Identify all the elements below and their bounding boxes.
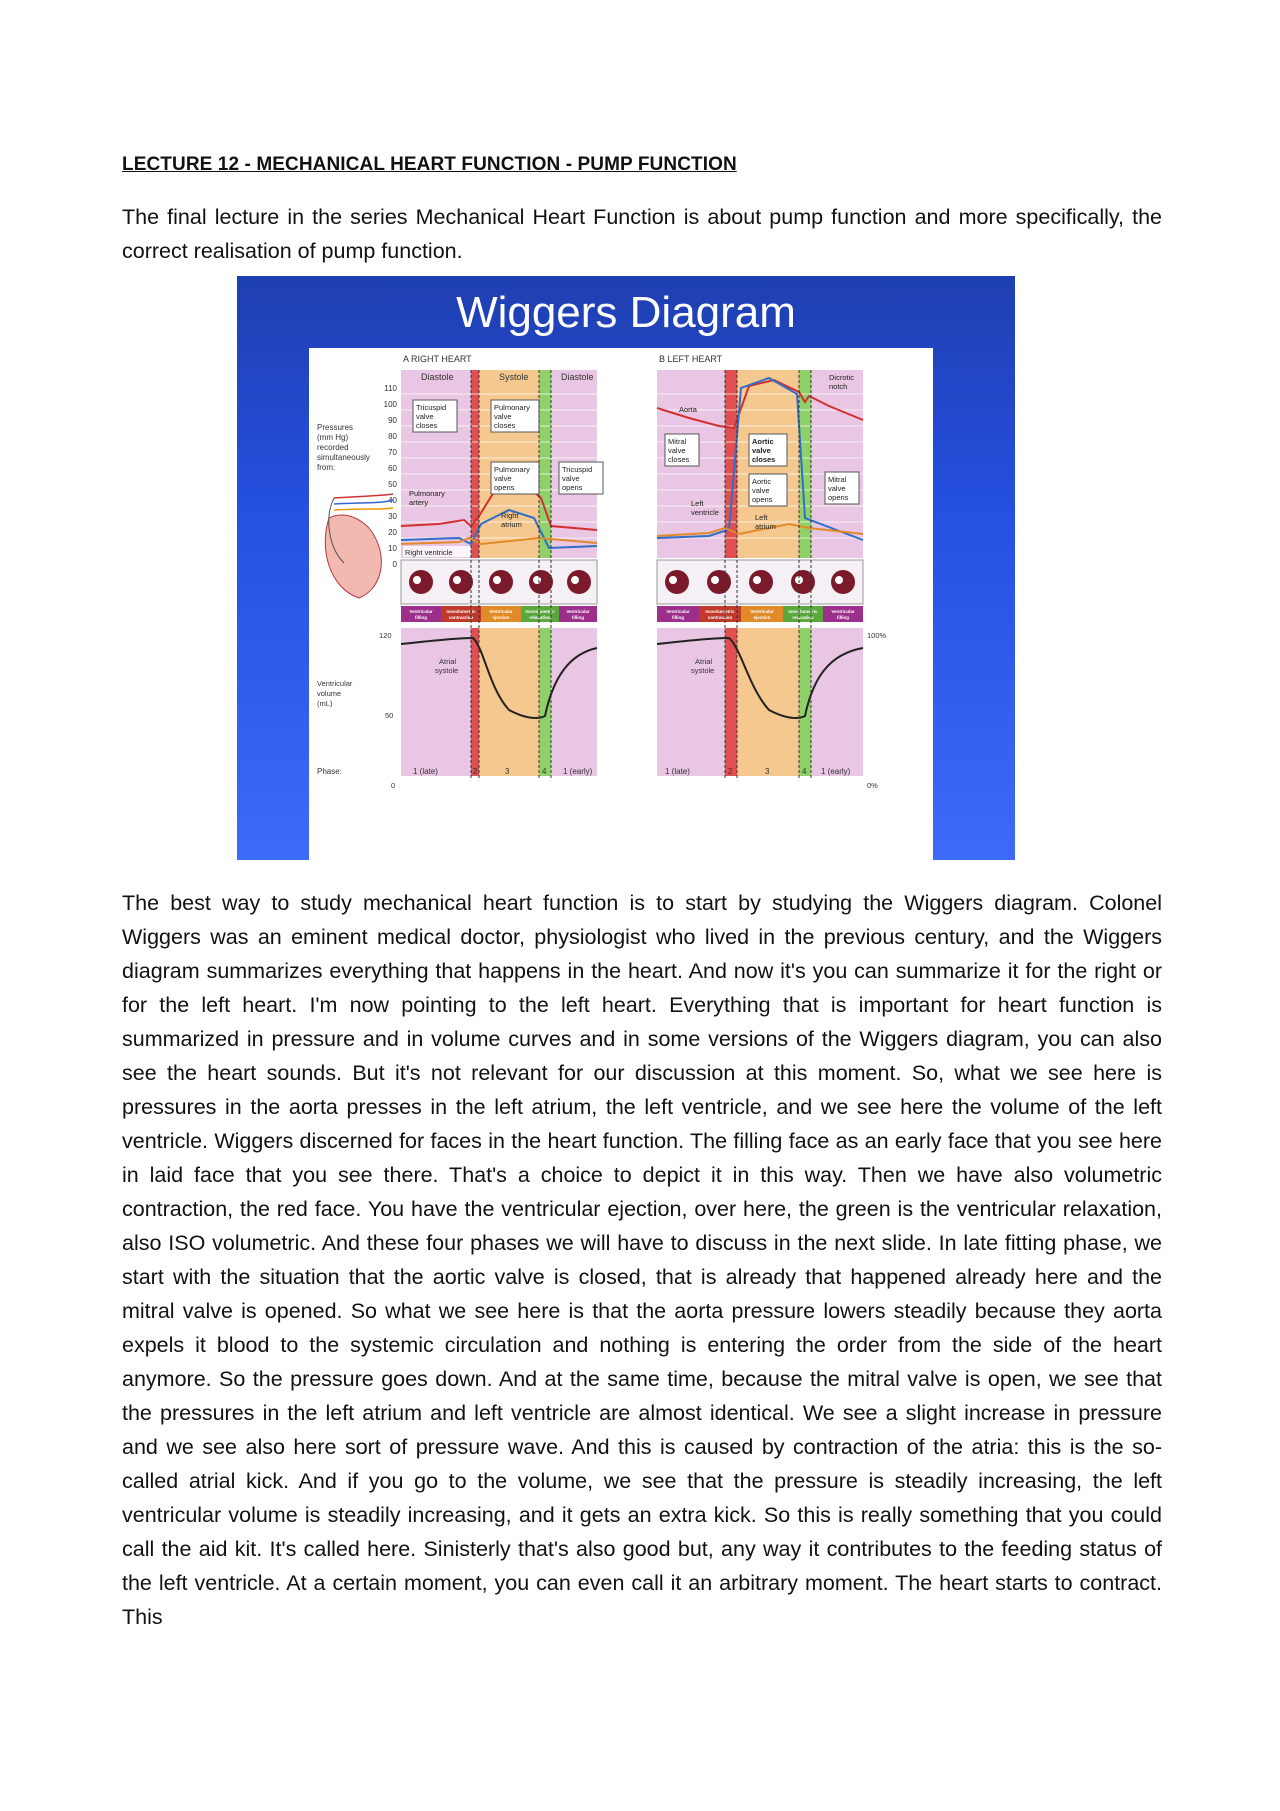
svg-text:1 (early): 1 (early): [563, 767, 593, 776]
svg-text:filling: filling: [672, 615, 684, 620]
svg-text:0: 0: [392, 560, 397, 569]
band-rh-filling-late: [401, 370, 471, 558]
svg-text:60: 60: [388, 464, 397, 473]
svg-text:closes: closes: [752, 455, 776, 464]
svg-text:Isovolumetric: Isovolumetric: [446, 609, 476, 614]
svg-text:Phase:: Phase:: [317, 767, 342, 776]
svg-text:Atrial: Atrial: [439, 657, 457, 666]
svg-text:from:: from:: [317, 463, 336, 472]
svg-text:40: 40: [388, 496, 397, 505]
svg-text:50: 50: [388, 480, 397, 489]
svg-text:Isovolumetric: Isovolumetric: [525, 609, 555, 614]
vol-rh-contraction: [471, 628, 479, 776]
svg-text:valve: valve: [494, 412, 512, 421]
svg-text:Ventricular: Ventricular: [831, 609, 855, 614]
svg-text:3: 3: [765, 767, 770, 776]
svg-text:20: 20: [388, 528, 397, 537]
svg-text:120: 120: [379, 631, 392, 640]
svg-text:contraction: contraction: [448, 615, 474, 620]
svg-text:4: 4: [802, 767, 807, 776]
figure-diagram: [309, 348, 933, 860]
svg-text:volume: volume: [317, 689, 342, 698]
svg-text:contraction: contraction: [707, 615, 733, 620]
body-paragraph: The best way to study mechanical heart function is to start by studying the Wiggers diagram. Colonel Wiggers was an eminent medical doctor, physiologist who lived in the previous century, and the Wiggers diagram summarizes everything that happens in the heart. And now it's you can summarize it for the right or for the left heart. I'm now pointing to the left heart. Everything that is important for heart function is summarized in pressure and in volume curves and in some versions of the Wiggers diagram, you can also see the heart sounds. But it's not relevant for our discussion at this moment. So, what we see here is pressures in the aorta presses in the left atrium, the left ventricle, and we see here the volume of the left ventricle. Wiggers discerned for faces in the heart function. The filling face as an early face that you see here in laid face that you see there. That's a choice to depict it in this way. Then we have also volumetric contraction, the red face. You have the ventricular ejection, over here, the green is the ventricular relaxation, also ISO volumetric. And these four phases we will have to discuss in the next slide. In late fitting phase, we start with the situation that the aortic valve is closed, that is already that happened already here and the mitral valve is opened. So what we see here is that the aorta pressure lowers steadily because they aorta expels it blood to the systemic circulation and nothing is entering the order from the side of the heart anymore. So the pressure goes down. And at the same time, because the mitral valve is open, we see that the pressures in the left atrium and left ventricle are almost identical. We see a slight increase in pressure and we see also here sort of pressure wave. And this is caused by contraction of the atria: this is the so-called atrial kick. And if you go to the volume, we see that the pressure is steadily increasing, the left ventricular volume is steadily increasing, and it gets an extra kick. So this is really something that you could call the aid kit. It's called here. Sinisterly that's also good but, any way it contributes to the feeding status of the left ventricle. At a certain moment, you can even call it an arbitrary moment. The heart starts to contract. This: [122, 891, 1162, 1629]
svg-text:filling: filling: [415, 615, 427, 620]
svg-text:70: 70: [388, 448, 397, 457]
svg-text:Pulmonary: Pulmonary: [409, 489, 445, 498]
svg-text:Ventricular: Ventricular: [750, 609, 774, 614]
svg-text:100%: 100%: [867, 631, 887, 640]
pressures-side-label: [317, 423, 370, 472]
svg-text:1 (early): 1 (early): [821, 767, 851, 776]
panel-a-title: A RIGHT HEART: [403, 354, 472, 364]
svg-text:valve: valve: [494, 474, 512, 483]
rh-diastole2-label: Diastole: [561, 372, 594, 382]
svg-text:valve: valve: [828, 484, 846, 493]
svg-text:Ventricular: Ventricular: [409, 609, 433, 614]
rh-systole-label: Systole: [499, 372, 529, 382]
svg-text:Left: Left: [691, 499, 704, 508]
svg-text:Aortic: Aortic: [752, 437, 774, 446]
svg-text:valve: valve: [668, 446, 686, 455]
svg-text:Pulmonary: Pulmonary: [494, 403, 530, 412]
svg-text:Ventricular: Ventricular: [317, 679, 353, 688]
svg-text:Tricuspid: Tricuspid: [416, 403, 447, 412]
svg-text:atrium: atrium: [501, 520, 522, 529]
svg-text:valve: valve: [752, 486, 770, 495]
svg-text:Ventricular: Ventricular: [566, 609, 590, 614]
svg-text:Aortic: Aortic: [752, 477, 772, 486]
svg-text:Isovolumetric: Isovolumetric: [788, 609, 818, 614]
svg-text:Mitral: Mitral: [668, 437, 687, 446]
vol-rh-late: [401, 628, 471, 776]
svg-text:Left: Left: [755, 513, 768, 522]
wiggers-diagram-svg: [309, 348, 933, 860]
pressure-ticks: [384, 384, 398, 569]
svg-text:opens: opens: [494, 483, 515, 492]
svg-text:80: 80: [388, 432, 397, 441]
svg-text:(mL): (mL): [317, 699, 333, 708]
svg-text:Aorta: Aorta: [679, 405, 697, 414]
heart-catheter-icon: [325, 494, 393, 598]
svg-text:4: 4: [542, 767, 547, 776]
svg-text:Pressures: Pressures: [317, 423, 354, 432]
svg-text:valve: valve: [752, 446, 771, 455]
svg-text:30: 30: [388, 512, 397, 521]
svg-text:atrium: atrium: [755, 522, 776, 531]
svg-text:simultaneously: simultaneously: [317, 453, 370, 462]
phase-name-strip: [401, 606, 863, 622]
svg-text:Pulmonary: Pulmonary: [494, 465, 530, 474]
svg-text:Ventricular: Ventricular: [666, 609, 690, 614]
svg-text:3: 3: [505, 767, 510, 776]
svg-text:closes: closes: [494, 421, 516, 430]
vol-lh-ejection: [737, 628, 799, 776]
svg-text:filling: filling: [572, 615, 584, 620]
svg-text:0: 0: [391, 781, 396, 790]
svg-text:Right: Right: [501, 511, 519, 520]
svg-text:Right ventricle: Right ventricle: [405, 548, 453, 557]
svg-text:100: 100: [383, 400, 397, 409]
svg-text:ejection: ejection: [492, 615, 510, 620]
svg-text:10: 10: [388, 544, 397, 553]
svg-text:systole: systole: [691, 666, 715, 675]
heart-phase-strip: [401, 560, 863, 604]
svg-text:artery: artery: [409, 498, 429, 507]
svg-text:Atrial: Atrial: [695, 657, 713, 666]
panel-b-title: B LEFT HEART: [659, 354, 723, 364]
svg-text:2: 2: [728, 767, 733, 776]
document-page: [122, 154, 1162, 1634]
svg-text:relaxation: relaxation: [529, 615, 551, 620]
svg-text:Dicrotic: Dicrotic: [829, 373, 855, 382]
svg-text:1 (late): 1 (late): [665, 767, 690, 776]
svg-text:notch: notch: [829, 382, 848, 391]
lecture-title: LECTURE 12 - MECHANICAL HEART FUNCTION - PUMP FUNCTION: [122, 154, 737, 175]
svg-text:systole: systole: [435, 666, 459, 675]
svg-text:Isovolumetric: Isovolumetric: [705, 609, 735, 614]
svg-text:Tricuspid: Tricuspid: [562, 465, 593, 474]
svg-text:opens: opens: [752, 495, 773, 504]
svg-text:Mitral: Mitral: [828, 475, 847, 484]
svg-text:1 (late): 1 (late): [413, 767, 438, 776]
vol-rh-ejection: [479, 628, 539, 776]
svg-text:closes: closes: [416, 421, 438, 430]
svg-text:50: 50: [385, 711, 394, 720]
svg-text:opens: opens: [828, 493, 849, 502]
svg-text:relaxation: relaxation: [792, 615, 814, 620]
svg-text:ejection: ejection: [753, 615, 771, 620]
svg-text:Ventricular: Ventricular: [489, 609, 513, 614]
svg-text:opens: opens: [562, 483, 583, 492]
svg-text:ventricle: ventricle: [691, 508, 719, 517]
svg-text:2: 2: [473, 767, 478, 776]
svg-text:recorded: recorded: [317, 443, 349, 452]
intro-paragraph: The final lecture in the series Mechanical Heart Function is about pump function and more specifically, the correct realisation of pump function.: [122, 205, 1162, 263]
vol-lh-contraction: [725, 628, 737, 776]
svg-text:valve: valve: [562, 474, 580, 483]
rh-diastole-label: Diastole: [421, 372, 454, 382]
vol-lh-late: [657, 628, 725, 776]
svg-text:valve: valve: [416, 412, 434, 421]
svg-text:110: 110: [384, 384, 397, 393]
svg-text:90: 90: [388, 416, 397, 425]
svg-text:filling: filling: [837, 615, 849, 620]
wiggers-figure: [237, 276, 1015, 860]
figure-title: Wiggers Diagram: [456, 288, 796, 337]
svg-text:(mm Hg): (mm Hg): [317, 433, 349, 442]
svg-text:0%: 0%: [867, 781, 878, 790]
svg-text:closes: closes: [668, 455, 690, 464]
